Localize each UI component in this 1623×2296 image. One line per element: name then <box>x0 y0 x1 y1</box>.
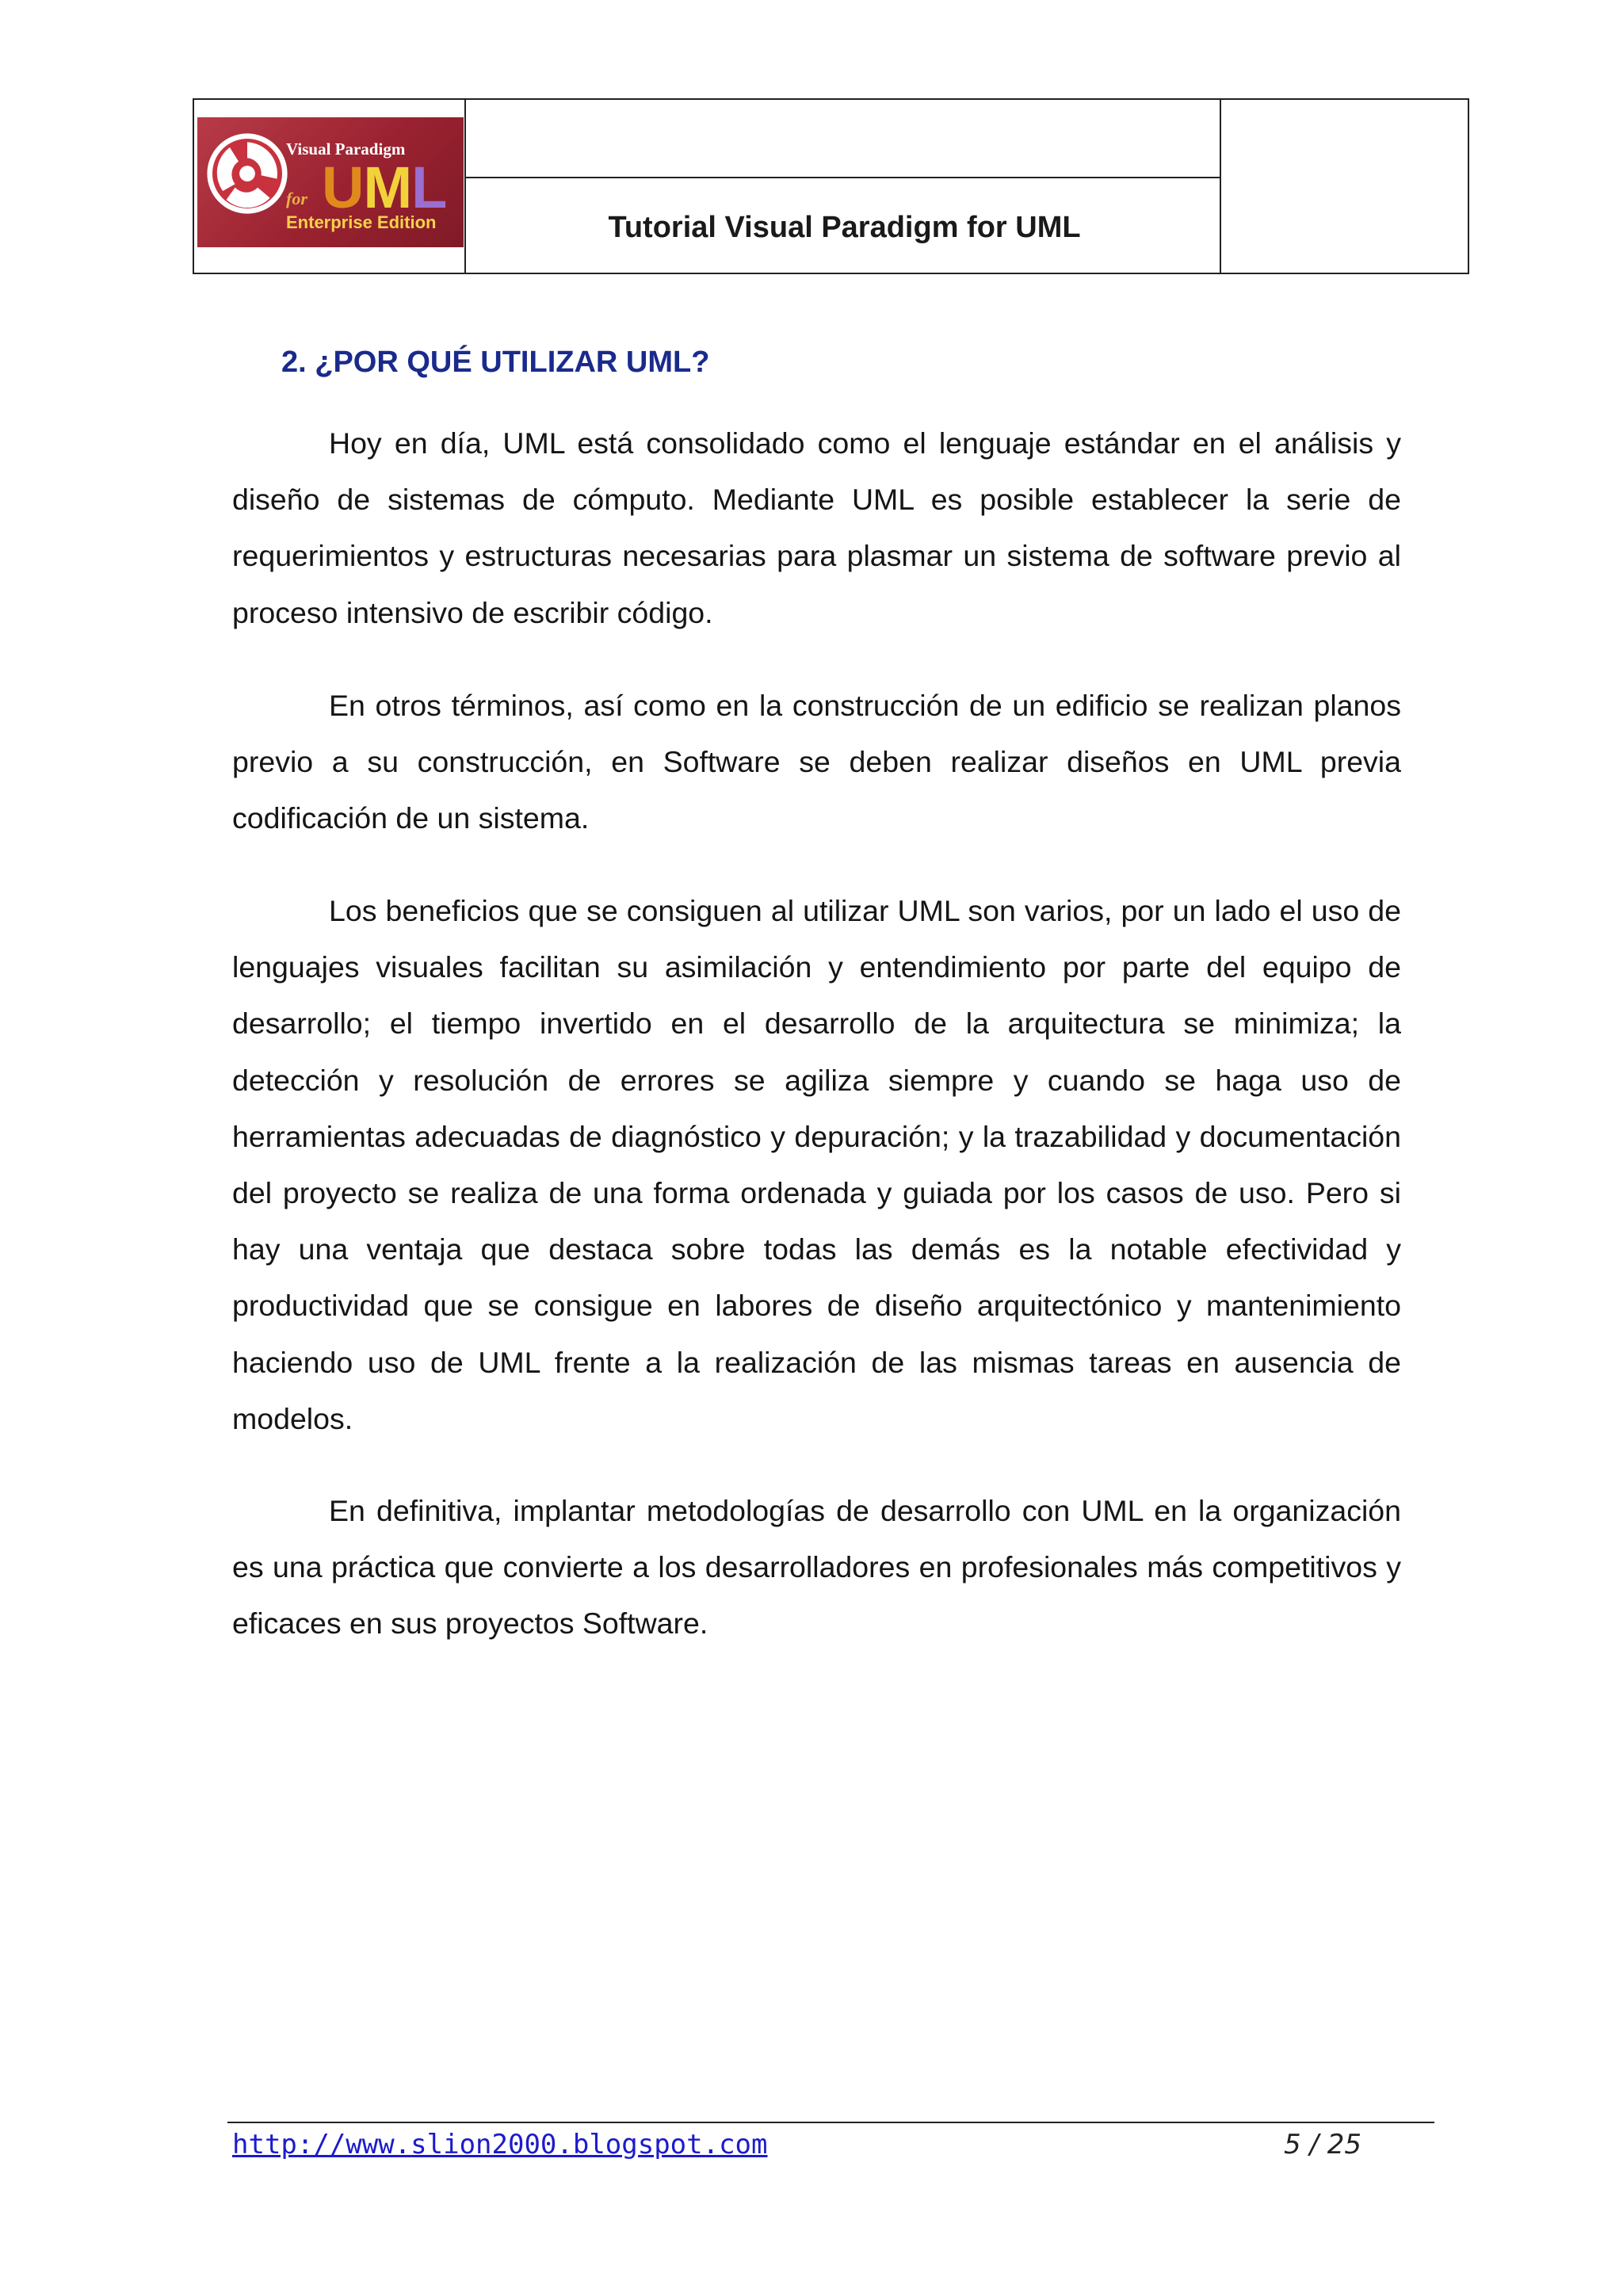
header-divider-left <box>464 100 466 273</box>
logo-for-text: for <box>286 189 307 208</box>
paragraph-conclusion: En definitiva, implantar metodologías de desarrollo con UML en la organización es una práctica que convierte a los desarrolladores en profesionales más competitivos y eficaces en sus proyectos Software. <box>232 1494 1401 1641</box>
page-number: 5 / 25 <box>1284 2129 1361 2160</box>
footer-blog-link[interactable]: http://www.slion2000.blogspot.com <box>232 2129 768 2160</box>
paragraph-analogy: En otros términos, así como en la construcción de un edificio se realizan planos previo a su construcción, en Software se deben realizar diseños en UML previa codificación de un sistema. <box>232 689 1401 835</box>
swirl-logo-icon <box>204 130 291 217</box>
logo-uml-text: UML <box>322 155 447 220</box>
logo-title-text: Visual Paradigm <box>286 139 406 159</box>
visual-paradigm-logo <box>197 117 464 247</box>
page-header <box>193 98 1469 274</box>
section-heading: 2. ¿POR QUÉ UTILIZAR UML? <box>281 346 710 379</box>
paragraph-benefits: Los beneficios que se consiguen al utilizar UML son varios, por un lado el uso de lenguajes visuales facilitan su asimilación y entendimiento por parte del equipo de desarrollo; el tiempo invertido en el desarrollo de la arquitectura se minimiza; la detección y resolución de errores se agiliza siempre y cuando se haga uso de herramientas adecuadas de diagnóstico y depuración; y la trazabilidad y documentación del proyecto se realiza de una forma ordenada y guiada por los casos de uso. Pero si hay una ventaja que destaca sobre todas las demás es la notable efectividad y productividad que se consigue en labores de diseño arquitectónico y mantenimiento haciendo uso de UML frente a la realización de las mismas tareas en ausencia de modelos. <box>232 894 1401 1435</box>
header-divider-right <box>1220 100 1221 273</box>
document-title: Tutorial Visual Paradigm for UML <box>608 211 1081 244</box>
paragraph-intro: Hoy en día, UML está consolidado como el lenguaje estándar en el análisis y diseño de sistemas de cómputo. Mediante UML es posible establecer la serie de requerimientos y estructuras necesarias para plasmar un sistema de software previo al proceso intensivo de escribir código. <box>232 426 1401 629</box>
header-divider-horizontal <box>466 177 1220 178</box>
logo-edition-text: Enterprise Edition <box>286 212 437 232</box>
footer-divider <box>227 2122 1434 2123</box>
